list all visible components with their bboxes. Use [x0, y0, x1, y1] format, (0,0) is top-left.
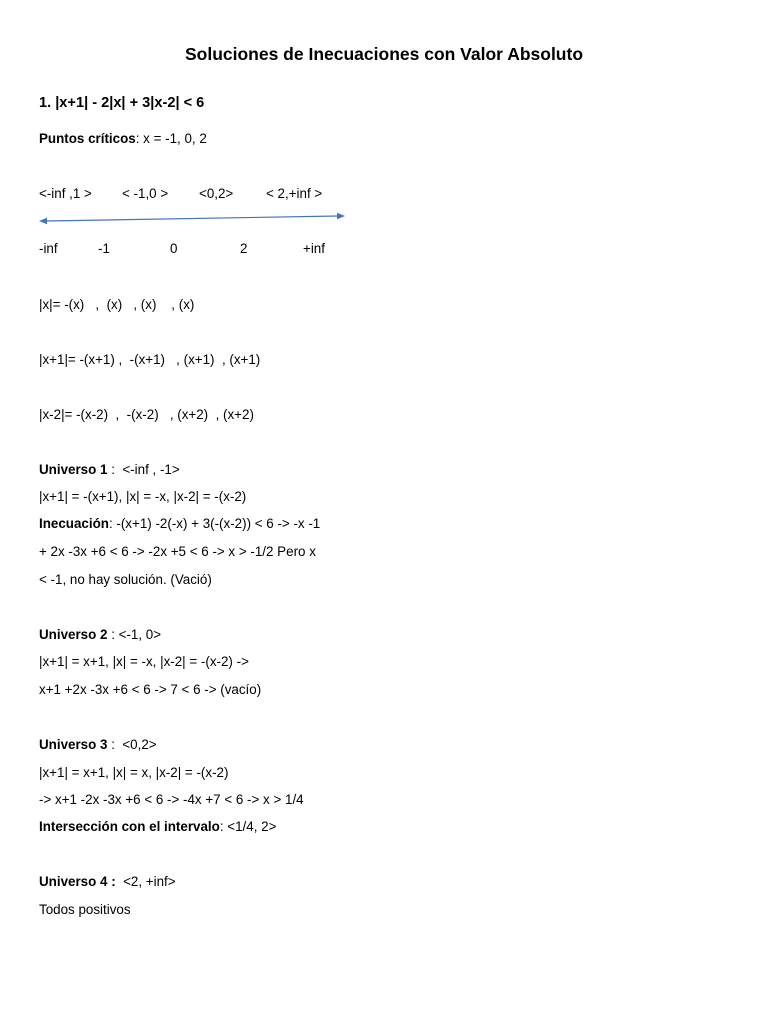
universe-1-label: Universo 1	[39, 462, 108, 477]
universe-1-line-1: |x+1| = -(x+1), |x| = -x, |x-2| = -(x-2)	[39, 489, 247, 504]
inequation-text: : -(x+1) -2(-x) + 3(-(x-2)) < 6 -> -x -1	[108, 516, 321, 531]
critical-points-line	[39, 131, 207, 147]
universe-1-inequation	[39, 516, 320, 532]
interval-label-3: <0,2>	[199, 186, 234, 201]
universe-1-heading	[39, 462, 180, 478]
universe-4-line-1: Todos positivos	[39, 902, 131, 917]
problem-heading: 1. |x+1| - 2|x| + 3|x-2| < 6	[39, 95, 205, 111]
interval-label-1: <-inf ,1 >	[39, 186, 92, 201]
universe-1-line-3: + 2x -3x +6 < 6 -> -2x +5 < 6 -> x > -1/2 Pero x	[39, 544, 316, 559]
axis-point-pos-inf: +inf	[303, 241, 325, 256]
universe-3-line-2: -> x+1 -2x -3x +6 < 6 -> -4x +7 < 6 -> x > 1/4	[39, 792, 304, 807]
arrow-left-head	[39, 218, 47, 224]
universe-4-range: <2, +inf>	[115, 874, 176, 889]
universe-3-heading	[39, 737, 157, 753]
critical-points-label: Puntos críticos	[39, 131, 136, 146]
intersection-label: Intersección con el intervalo	[39, 819, 220, 834]
abs-row-x-minus-2: |x-2|= -(x-2) , -(x-2) , (x+2) , (x+2)	[39, 407, 254, 422]
number-line-arrow	[36, 210, 352, 230]
interval-label-2: < -1,0 >	[122, 186, 169, 201]
axis-point-2: 2	[240, 241, 248, 256]
universe-3-range: : <0,2>	[107, 737, 157, 752]
axis-point-neg-inf: -inf	[39, 241, 58, 256]
axis-point-neg-1: -1	[98, 241, 110, 256]
interval-label-4: < 2,+inf >	[266, 186, 323, 201]
universe-2-range: : <-1, 0>	[107, 627, 162, 642]
universe-2-heading	[39, 627, 161, 643]
page-title: Soluciones de Inecuaciones con Valor Absoluto	[184, 44, 584, 64]
arrow-right-head	[337, 213, 345, 219]
abs-row-x-plus-1: |x+1|= -(x+1) , -(x+1) , (x+1) , (x+1)	[39, 352, 261, 367]
universe-3-intersection	[39, 819, 276, 835]
axis-point-0: 0	[170, 241, 178, 256]
universe-3-line-1: |x+1| = x+1, |x| = x, |x-2| = -(x-2)	[39, 765, 229, 780]
universe-2-line-2: x+1 +2x -3x +6 < 6 -> 7 < 6 -> (vacío)	[39, 682, 262, 697]
universe-4-heading	[39, 874, 176, 890]
abs-row-x: |x|= -(x) , (x) , (x) , (x)	[39, 297, 195, 312]
universe-3-label: Universo 3	[39, 737, 108, 752]
universe-4-label: Universo 4 :	[39, 874, 116, 889]
critical-points-value: : x = -1, 0, 2	[135, 131, 207, 146]
intersection-text: : <1/4, 2>	[219, 819, 277, 834]
inequation-label: Inecuación	[39, 516, 109, 531]
universe-2-label: Universo 2	[39, 627, 108, 642]
universe-1-line-4: < -1, no hay solución. (Vació)	[39, 572, 212, 587]
universe-2-line-1: |x+1| = x+1, |x| = -x, |x-2| = -(x-2) ->	[39, 654, 249, 669]
number-line	[46, 216, 338, 221]
universe-1-range: : <-inf , -1>	[107, 462, 180, 477]
